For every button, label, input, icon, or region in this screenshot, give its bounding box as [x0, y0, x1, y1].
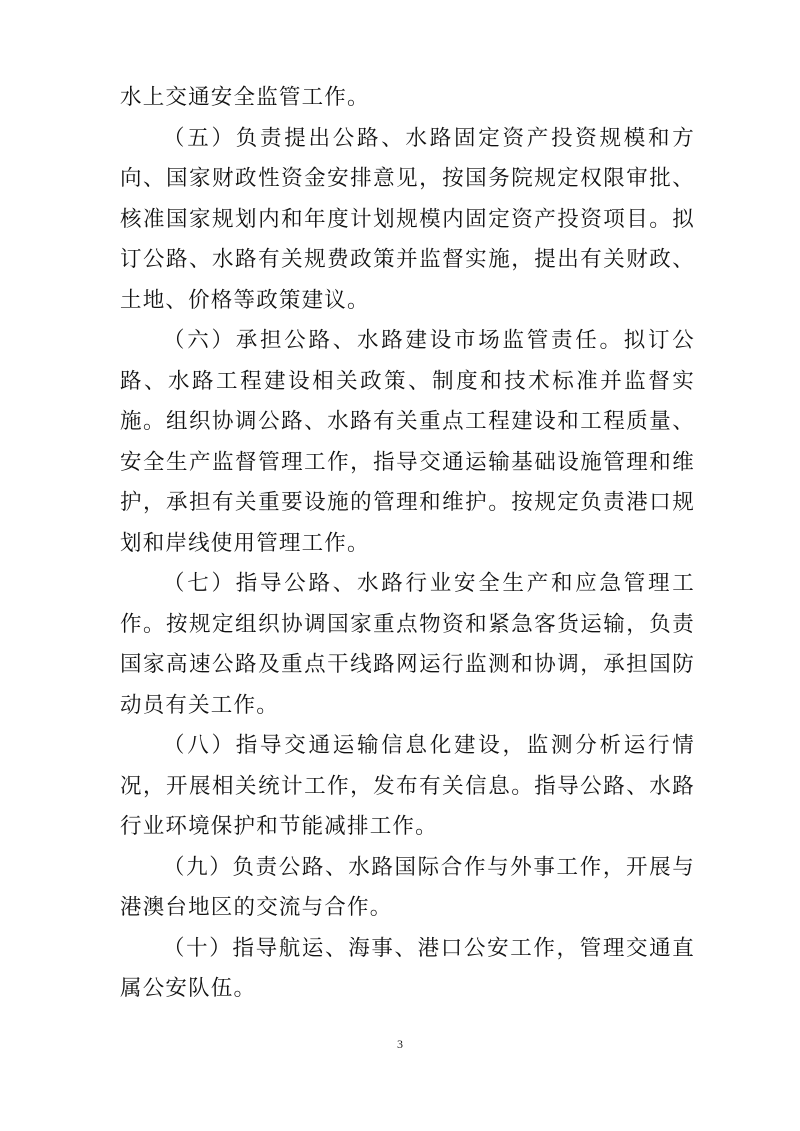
paragraph-item-5: （五）负责提出公路、水路固定资产投资规模和方向、国家财政性资金安排意见，按国务院规定权限审批、核准国家规划内和年度计划规模内固定资产投资项目。拟订公路、水路有关规费政策并监督实施，提出有关财政、土地、价格等政策建议。: [120, 125, 695, 313]
page-number: 3: [397, 1037, 403, 1051]
paragraph-continuation: 水上交通安全监管工作。: [120, 85, 370, 110]
paragraph-item-6: （六）承担公路、水路建设市场监管责任。拟订公路、水路工程建设相关政策、制度和技术标准并监督实施。组织协调公路、水路有关重点工程建设和工程质量、安全生产监督管理工作，指导交通运输基础设施管理和维护，承担有关重要设施的管理和维护。按规定负责港口规划和岸线使用管理工作。: [120, 328, 695, 556]
paragraph-item-9: （九）负责公路、水路国际合作与外事工作，开展与港澳台地区的交流与合作。: [120, 854, 695, 920]
paragraph-item-7: （七）指导公路、水路行业安全生产和应急管理工作。按规定组织协调国家重点物资和紧急客货运输，负责国家高速公路及重点干线路网运行监测和协调，承担国防动员有关工作。: [120, 571, 695, 718]
paragraph-item-8: （八）指导交通运输信息化建设，监测分析运行情况，开展相关统计工作，发布有关信息。指导公路、水路行业环境保护和节能减排工作。: [120, 733, 695, 839]
paragraph-item-10: （十）指导航运、海事、港口公安工作，管理交通直属公安队伍。: [120, 935, 695, 1001]
document-body: [120, 78, 695, 1010]
